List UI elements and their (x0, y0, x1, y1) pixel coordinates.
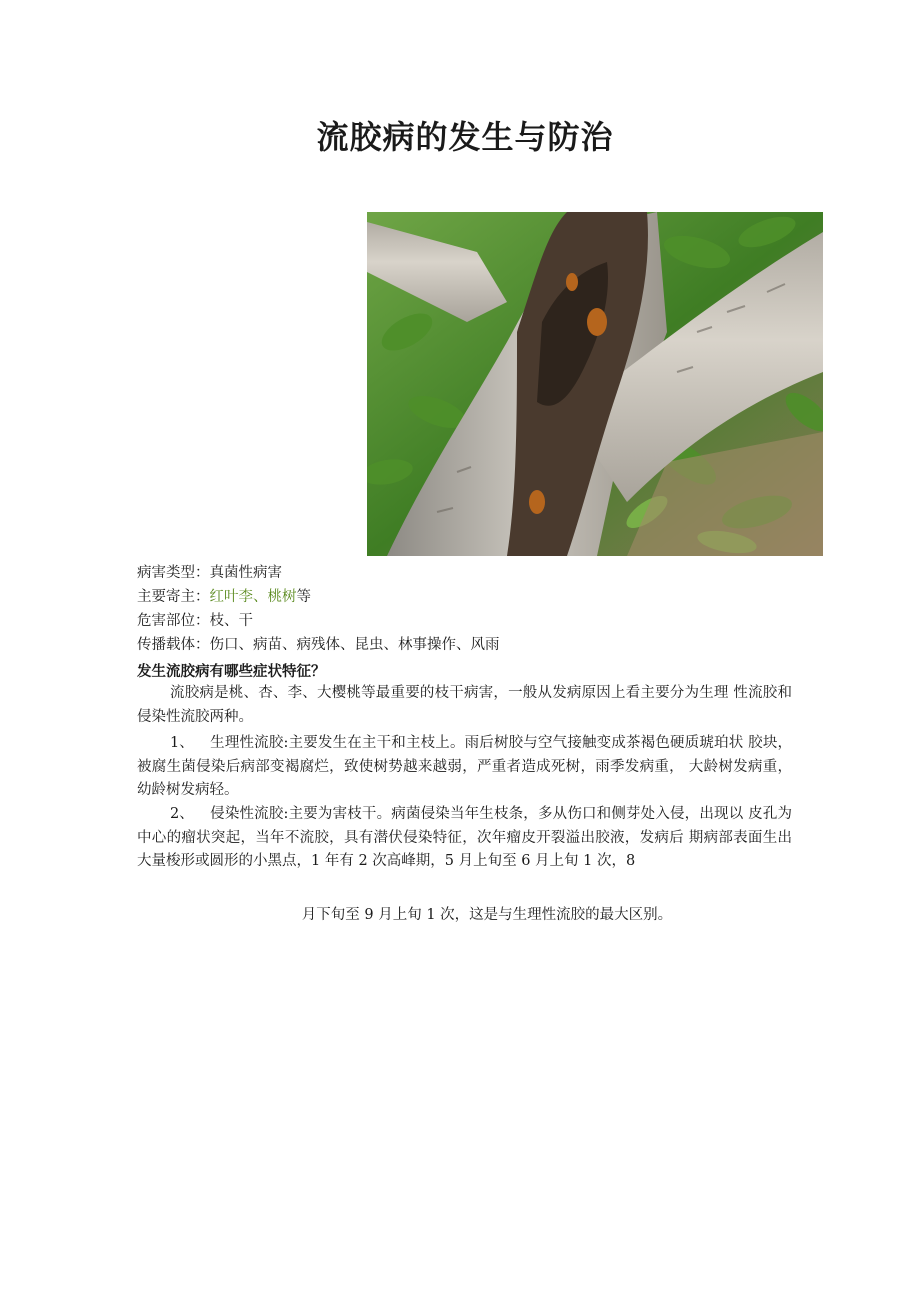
item1-number: 1、 (170, 735, 194, 751)
meta-vector-value: 伤口、病苗、病残体、昆虫、林事操作、风雨 (209, 637, 500, 653)
tail-line: 月下旬至 9 月上旬 1 次，这是与生理性流胶的最大区别。 (301, 907, 673, 923)
host-suffix: 等 (296, 589, 311, 605)
meta-host-label: 主要寄主： (137, 589, 210, 605)
tree-trunk-gummosis-photo (367, 212, 823, 556)
meta-vector-label: 传播载体： (137, 637, 210, 653)
meta-type-value: 真菌性病害 (209, 565, 282, 581)
meta-part-label: 危害部位： (137, 613, 210, 629)
host-link-red-leaf-plum[interactable]: 红叶李 (209, 589, 253, 605)
section-heading: 发生流胶病有哪些症状特征？ (137, 664, 326, 680)
host-link-peach[interactable]: 桃树 (267, 589, 297, 605)
intro-paragraph: 流胶病是桃、杏、李、大樱桃等最重要的枝干病害，一般从发病原因上看主要分为生理 性流胶和侵染性流胶两种。 (137, 685, 792, 725)
item-infectious (137, 803, 792, 874)
item-physiological (137, 732, 792, 803)
item2-number: 2、 (170, 806, 194, 822)
meta-main-host (137, 587, 311, 607)
meta-disease-type (137, 563, 282, 583)
meta-vector (137, 635, 500, 655)
page-title: 流胶病的发生与防治 (316, 118, 614, 156)
host-separator: 、 (253, 589, 268, 605)
meta-type-label: 病害类型： (137, 565, 210, 581)
item2-text: 侵染性流胶:主要为害枝干。病菌侵染当年生枝条，多从伤口和侧芽处入侵，出现以 皮孔为中心的瘤状突起，当年不流胶，具有潜伏侵染特征，次年瘤皮开裂溢出胶液，发病后 期病部表面生出大量梭形或圆形的小黑点，1 年有 2 次高峰期，5 月上旬至 6 月上旬 1 次，8 (137, 806, 792, 869)
meta-damage-part (137, 611, 253, 631)
item1-text: 生理性流胶:主要发生在主干和主枝上。雨后树胶与空气接触变成茶褐色硬质琥珀状 胶块，被腐生菌侵染后病部变褐腐烂，致使树势越来越弱，严重者造成死树，雨季发病重， 大龄树发病重，幼龄树发病轻。 (137, 735, 792, 798)
photo-illustration (367, 212, 823, 556)
meta-part-value: 枝、干 (209, 613, 253, 629)
